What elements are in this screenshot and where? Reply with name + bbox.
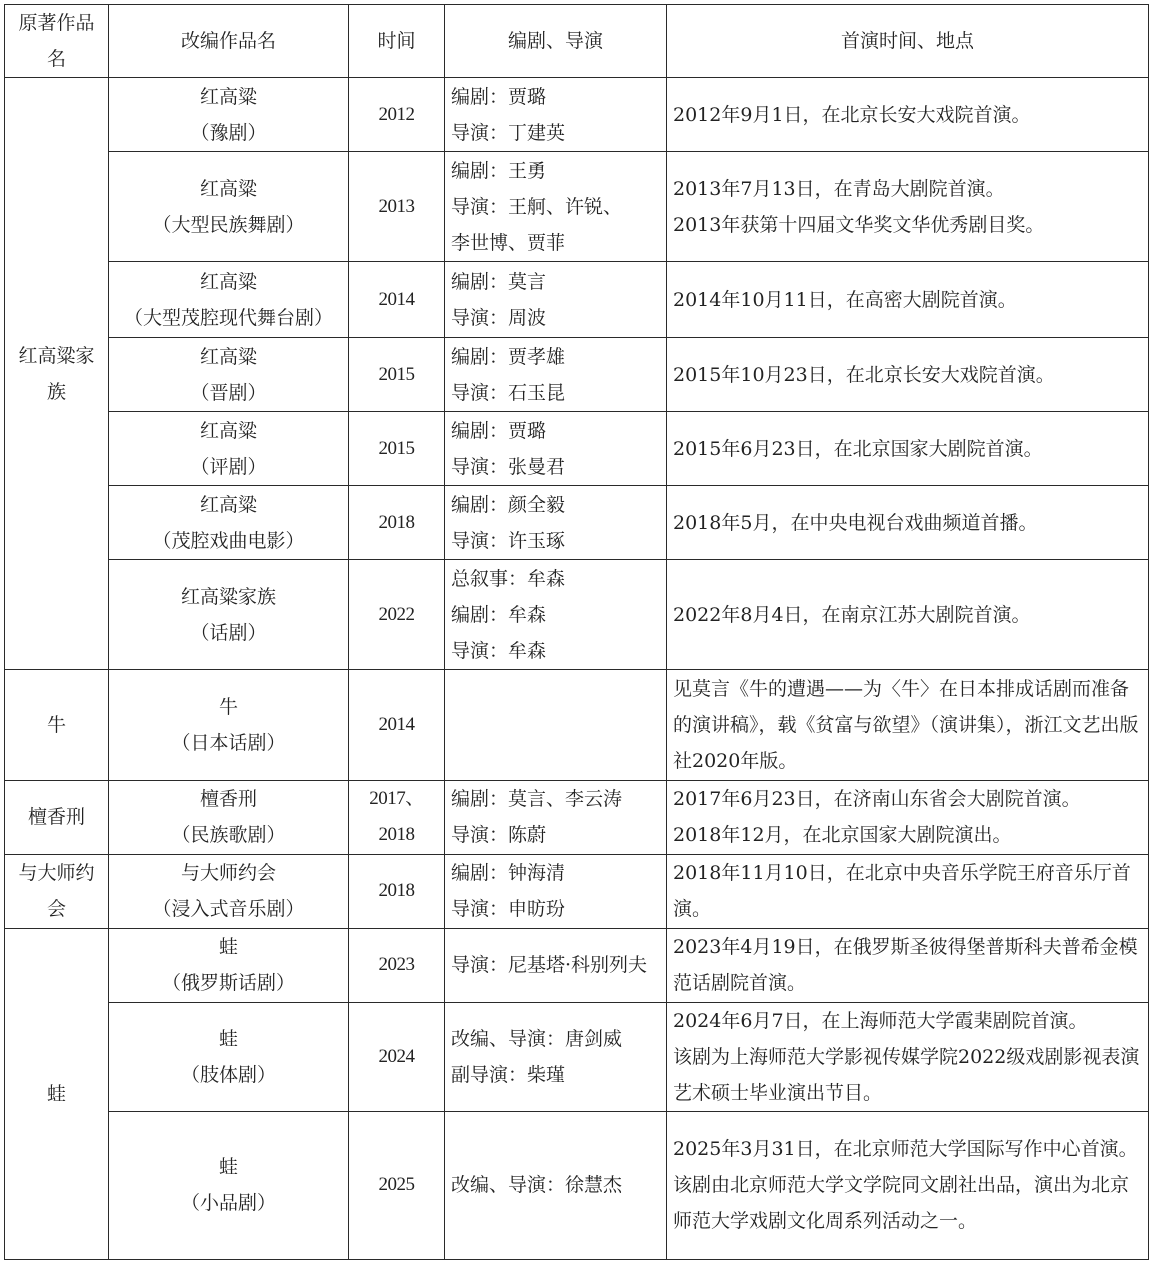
credit-line: 导演：周波 xyxy=(451,306,547,329)
adapted-work-cell xyxy=(109,78,349,152)
table-row xyxy=(5,78,1149,152)
year-value: 2024 xyxy=(378,1045,415,1067)
credits-cell xyxy=(445,560,667,670)
credit-line: 导演：申昉玢 xyxy=(451,898,566,921)
header-premiere xyxy=(667,5,1149,78)
original-work-cell xyxy=(5,78,109,670)
credit-line: 编剧：莫言 xyxy=(451,270,547,293)
adapted-work-title: 蛙 xyxy=(218,1027,238,1050)
premiere-line: 2013年7月13日，在青岛大剧院首演。 xyxy=(673,177,1005,200)
premiere-cell xyxy=(667,670,1149,780)
premiere-cell xyxy=(667,1111,1149,1259)
premiere-cell xyxy=(667,262,1149,338)
premiere-line: 2018年11月10日，在北京中央音乐学院王府音乐厅首演。 xyxy=(673,862,1131,921)
year-value: 2022 xyxy=(378,603,415,625)
credit-line: 导演：丁建英 xyxy=(451,121,566,144)
year-value: 2017、2018 xyxy=(369,788,424,846)
adapted-work-title: 与大师约会 xyxy=(180,862,276,885)
year-cell xyxy=(349,854,445,928)
credits-cell xyxy=(445,152,667,262)
table-row xyxy=(5,560,1149,670)
table-row xyxy=(5,412,1149,486)
adapted-work-cell xyxy=(109,780,349,854)
year-value: 2018 xyxy=(378,880,415,902)
year-value: 2018 xyxy=(378,511,415,533)
adapted-work-title: 红高粱 xyxy=(199,493,257,516)
table-row xyxy=(5,486,1149,560)
year-cell xyxy=(349,780,445,854)
adapted-work-cell xyxy=(109,928,349,1002)
adapted-work-cell xyxy=(109,560,349,670)
adapted-work-title: 蛙 xyxy=(218,936,238,959)
year-value: 2013 xyxy=(378,195,415,217)
header-text: 改编作品名 xyxy=(180,30,276,52)
credit-line: 编剧：牟森 xyxy=(451,603,547,626)
header-year xyxy=(349,5,445,78)
premiere-line: 2013年获第十四届文华奖文华优秀剧目奖。 xyxy=(673,213,1045,236)
premiere-line: 2015年6月23日，在北京国家大剧院首演。 xyxy=(673,437,1043,460)
year-cell xyxy=(349,152,445,262)
adapted-work-title: 红高粱家族 xyxy=(180,585,276,608)
original-work-title: 蛙 xyxy=(46,1082,66,1105)
adapted-work-genre: （浸入式音乐剧） xyxy=(152,898,305,921)
premiere-line: 2018年12月，在北京国家大剧院演出。 xyxy=(673,824,1012,847)
header-credits xyxy=(445,5,667,78)
premiere-cell xyxy=(667,1002,1149,1111)
adapted-work-title: 红高粱 xyxy=(199,345,257,368)
year-cell xyxy=(349,486,445,560)
table-row xyxy=(5,780,1149,854)
adapted-work-genre: （大型茂腔现代舞台剧） xyxy=(123,306,333,329)
credit-line: 编剧：贾璐 xyxy=(451,419,547,442)
premiere-line: 2025年3月31日，在北京师范大学国际写作中心首演。 xyxy=(673,1138,1138,1161)
premiere-cell xyxy=(667,152,1149,262)
adapted-work-title: 红高粱 xyxy=(199,419,257,442)
premiere-line: 2024年6月7日，在上海师范大学霞棐剧院首演。 xyxy=(673,1009,1088,1032)
adapted-work-genre: （俄罗斯话剧） xyxy=(161,972,295,995)
credit-line: 导演：张曼君 xyxy=(451,455,566,478)
credits-cell xyxy=(445,262,667,338)
credit-line: 副导演：柴瑾 xyxy=(451,1063,566,1086)
premiere-cell xyxy=(667,780,1149,854)
credit-line: 改编、导演：唐剑威 xyxy=(451,1027,623,1050)
table-row xyxy=(5,1002,1149,1111)
original-work-title: 檀香刑 xyxy=(27,806,85,829)
original-work-cell xyxy=(5,854,109,928)
adapted-work-cell xyxy=(109,486,349,560)
credit-line: 总叙事：牟森 xyxy=(451,567,566,590)
adapted-work-title: 红高粱 xyxy=(199,85,257,108)
premiere-cell xyxy=(667,928,1149,1002)
table-row xyxy=(5,262,1149,338)
header-text: 时间 xyxy=(377,30,416,52)
adapted-work-genre: （茂腔戏曲电影） xyxy=(152,529,305,552)
original-work-cell xyxy=(5,928,109,1259)
premiere-line: 该剧由北京师范大学文学院同文剧社出品，演出为北京师范大学戏剧文化周系列活动之一。 xyxy=(673,1174,1130,1233)
adaptation-table xyxy=(4,4,1149,1260)
year-cell xyxy=(349,78,445,152)
premiere-line: 见莫言《牛的遭遇——为〈牛〉在日本排成话剧而准备的演讲稿》，载《贫富与欲望》（演讲集），浙江文艺出版社2020年版。 xyxy=(673,678,1139,772)
premiere-line: 2022年8月4日，在南京江苏大剧院首演。 xyxy=(673,603,1031,626)
credits-cell xyxy=(445,854,667,928)
table-row xyxy=(5,928,1149,1002)
year-cell xyxy=(349,262,445,338)
premiere-line: 该剧为上海师范大学影视传媒学院2022级戏剧影视表演艺术硕士毕业演出节目。 xyxy=(673,1045,1140,1104)
original-work-title: 牛 xyxy=(46,714,66,736)
adapted-work-cell xyxy=(109,1111,349,1259)
header-original-work xyxy=(5,5,109,78)
credits-cell xyxy=(445,1111,667,1259)
premiere-cell xyxy=(667,854,1149,928)
year-cell xyxy=(349,412,445,486)
original-work-cell xyxy=(5,670,109,780)
premiere-cell xyxy=(667,560,1149,670)
year-cell xyxy=(349,1002,445,1111)
credit-line: 编剧：莫言、李云涛 xyxy=(451,788,623,811)
credit-line: 编剧：贾孝雄 xyxy=(451,345,566,368)
original-work-title: 与大师约会 xyxy=(18,862,95,921)
premiere-line: 2017年6月23日，在济南山东省会大剧院首演。 xyxy=(673,788,1081,811)
adapted-work-title: 牛 xyxy=(218,696,238,718)
table-body xyxy=(5,78,1149,1260)
premiere-line: 2018年5月，在中央电视台戏曲频道首播。 xyxy=(673,511,1038,534)
adapted-work-genre: （评剧） xyxy=(190,455,267,478)
year-value: 2015 xyxy=(378,437,415,459)
year-value: 2014 xyxy=(378,714,415,735)
header-text: 首演时间、地点 xyxy=(840,30,974,52)
year-value: 2023 xyxy=(378,954,415,976)
premiere-line: 2012年9月1日，在北京长安大戏院首演。 xyxy=(673,103,1031,126)
table-row xyxy=(5,338,1149,412)
adapted-work-genre: （日本话剧） xyxy=(171,732,286,754)
adapted-work-cell xyxy=(109,152,349,262)
adapted-work-genre: （豫剧） xyxy=(190,121,267,144)
adapted-work-genre: （话剧） xyxy=(190,621,267,644)
premiere-cell xyxy=(667,338,1149,412)
year-cell xyxy=(349,670,445,780)
credit-line: 导演：许玉琢 xyxy=(451,529,566,552)
credit-line: 编剧：颜全毅 xyxy=(451,493,566,516)
year-value: 2015 xyxy=(378,363,415,385)
premiere-line: 2015年10月23日，在北京长安大戏院首演。 xyxy=(673,363,1055,386)
premiere-cell xyxy=(667,78,1149,152)
credit-line: 李世博、贾菲 xyxy=(451,231,566,254)
adapted-work-genre: （民族歌剧） xyxy=(171,824,286,847)
table-row xyxy=(5,670,1149,780)
adapted-work-genre: （晋剧） xyxy=(190,381,267,404)
credits-cell xyxy=(445,928,667,1002)
credits-cell xyxy=(445,1002,667,1111)
adapted-work-genre: （小品剧） xyxy=(180,1192,276,1215)
original-work-title: 红高粱家族 xyxy=(18,344,95,403)
adapted-work-title: 红高粱 xyxy=(199,270,257,293)
premiere-cell xyxy=(667,412,1149,486)
credit-line: 编剧：钟海清 xyxy=(451,862,566,885)
credit-line: 导演：牟森 xyxy=(451,639,547,662)
adapted-work-cell xyxy=(109,338,349,412)
adapted-work-cell xyxy=(109,670,349,780)
credits-cell xyxy=(445,78,667,152)
year-value: 2012 xyxy=(378,103,415,125)
credits-cell xyxy=(445,486,667,560)
premiere-line: 2023年4月19日，在俄罗斯圣彼得堡普斯科夫普希金模范话剧院首演。 xyxy=(673,936,1138,995)
header-text: 原著作品名 xyxy=(18,12,95,70)
credit-line: 编剧：王勇 xyxy=(451,159,547,182)
adapted-work-genre: （大型民族舞剧） xyxy=(152,213,305,236)
credit-line: 导演：尼基塔·科别列夫 xyxy=(451,954,648,977)
credit-line: 导演：王舸、许锐、 xyxy=(451,195,623,218)
adapted-work-title: 红高粱 xyxy=(199,177,257,200)
credits-cell xyxy=(445,412,667,486)
year-value: 2014 xyxy=(378,288,415,310)
year-value: 2025 xyxy=(378,1174,415,1196)
table-row xyxy=(5,1111,1149,1259)
premiere-cell xyxy=(667,486,1149,560)
header-adapted-work xyxy=(109,5,349,78)
year-cell xyxy=(349,928,445,1002)
credit-line: 导演：石玉昆 xyxy=(451,381,566,404)
adapted-work-cell xyxy=(109,854,349,928)
year-cell xyxy=(349,560,445,670)
table-row xyxy=(5,152,1149,262)
header-text: 编剧、导演 xyxy=(507,30,603,52)
adapted-work-cell xyxy=(109,412,349,486)
year-cell xyxy=(349,1111,445,1259)
table-header xyxy=(5,5,1149,78)
adapted-work-genre: （肢体剧） xyxy=(180,1063,276,1086)
premiere-line: 2014年10月11日，在高密大剧院首演。 xyxy=(673,288,1017,311)
adapted-work-cell xyxy=(109,262,349,338)
credits-cell xyxy=(445,338,667,412)
adapted-work-title: 檀香刑 xyxy=(199,788,257,811)
table-row xyxy=(5,854,1149,928)
header-row xyxy=(5,5,1149,78)
year-cell xyxy=(349,338,445,412)
credits-cell xyxy=(445,780,667,854)
original-work-cell xyxy=(5,780,109,854)
credit-line: 导演：陈蔚 xyxy=(451,824,547,847)
credit-line: 改编、导演：徐慧杰 xyxy=(451,1174,623,1197)
credit-line: 编剧：贾璐 xyxy=(451,85,547,108)
adapted-work-title: 蛙 xyxy=(218,1156,238,1179)
adapted-work-cell xyxy=(109,1002,349,1111)
credits-cell xyxy=(445,670,667,780)
